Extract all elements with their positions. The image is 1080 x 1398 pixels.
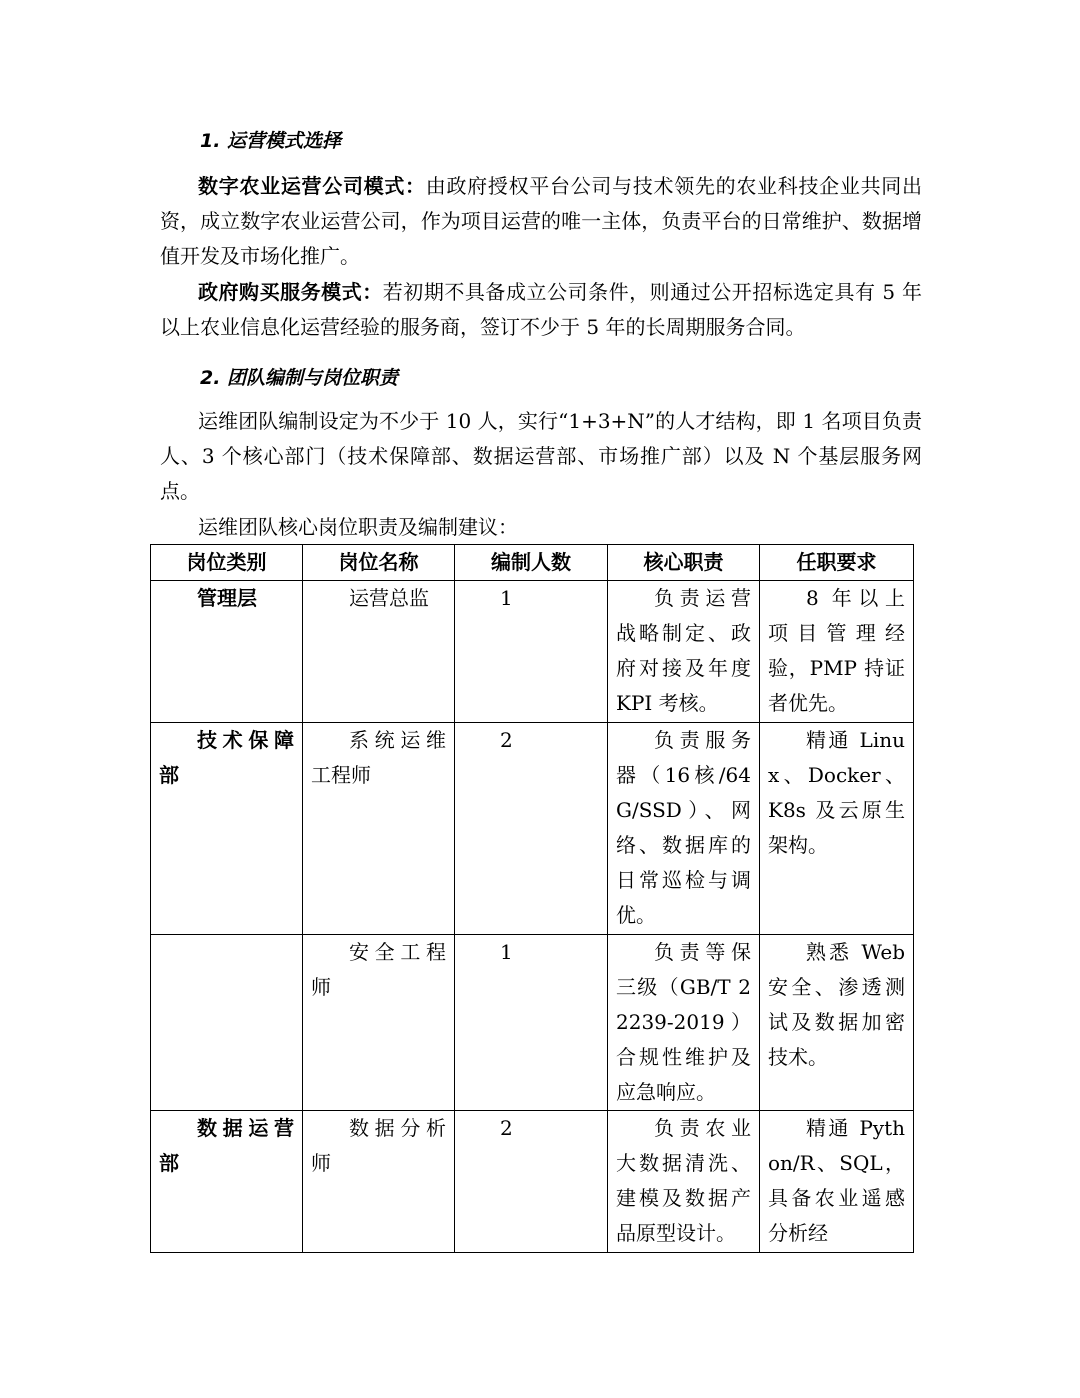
section1-paragraph-2 <box>160 275 922 345</box>
section2-paragraph-1: 运维团队编制设定为不少于 10 人，实行“1+3+N”的人才结构，即 1 名项目负责人、3 个核心部门（技术保障部、数据运营部、市场推广部）以及 N 个基层服务网点。 <box>160 409 922 503</box>
table-row <box>151 581 914 723</box>
cell-category <box>151 935 303 1111</box>
cell-requirement: 8 年以上项目管理经验，PMP 持证者优先。 <box>760 581 914 723</box>
cell-duty: 负责农业大数据清洗、建模及数据产品原型设计。 <box>608 1111 760 1253</box>
cell-name: 运营总监 <box>303 581 455 723</box>
cell-count: 2 <box>455 1111 608 1253</box>
section1-p2-text: 若初期不具备成立公司条件，则通过公开招标选定具有 5 年以上农业信息化运营经验的服务商，签订不少于 5 年的长周期服务合同。 <box>160 280 922 339</box>
header-count: 编制人数 <box>455 545 608 581</box>
table-row <box>151 723 914 935</box>
cell-name: 安全工程师 <box>303 935 455 1111</box>
section1-p2-label: 政府购买服务模式： <box>198 280 383 304</box>
cell-duty: 负责运营战略制定、政府对接及年度 KPI 考核。 <box>608 581 760 723</box>
cell-name: 系统运维工程师 <box>303 723 455 935</box>
cell-requirement: 精通 Linux、Docker、K8s 及云原生架构。 <box>760 723 914 935</box>
cell-category: 技术保障部 <box>151 723 303 935</box>
section1-heading: 1. 运营模式选择 <box>200 130 342 152</box>
section1-p1-text: 由政府授权平台公司与技术领先的农业科技企业共同出资，成立数字农业运营公司，作为项目运营的唯一主体，负责平台的日常维护、数据增值开发及市场化推广。 <box>160 174 923 268</box>
cell-category: 管理层 <box>151 581 303 723</box>
cell-duty: 负责服务器（16核/64G/SSD）、网络、数据库的日常巡检与调优。 <box>608 723 760 935</box>
header-name: 岗位名称 <box>303 545 455 581</box>
roles-table <box>150 544 914 1253</box>
cell-count: 1 <box>455 581 608 723</box>
header-requirement: 任职要求 <box>760 545 914 581</box>
cell-count: 2 <box>455 723 608 935</box>
cell-count: 1 <box>455 935 608 1111</box>
header-duty: 核心职责 <box>608 545 760 581</box>
section1-paragraph-1 <box>160 169 922 274</box>
section1-p1-label: 数字农业运营公司模式： <box>198 174 426 198</box>
table-row <box>151 1111 914 1253</box>
table-row <box>151 935 914 1111</box>
section2-heading: 2. 团队编制与岗位职责 <box>200 367 399 389</box>
table-caption: 运维团队核心岗位职责及编制建议： <box>198 515 518 539</box>
table-header-row <box>151 545 914 581</box>
header-category: 岗位类别 <box>151 545 303 581</box>
cell-duty: 负责等保三级（GB/T 22239-2019）合规性维护及应急响应。 <box>608 935 760 1111</box>
cell-category: 数据运营部 <box>151 1111 303 1253</box>
cell-name: 数据分析师 <box>303 1111 455 1253</box>
cell-requirement: 熟悉 Web 安全、渗透测试及数据加密技术。 <box>760 935 914 1111</box>
cell-requirement: 精通 Python/R、SQL，具备农业遥感分析经 <box>760 1111 914 1253</box>
